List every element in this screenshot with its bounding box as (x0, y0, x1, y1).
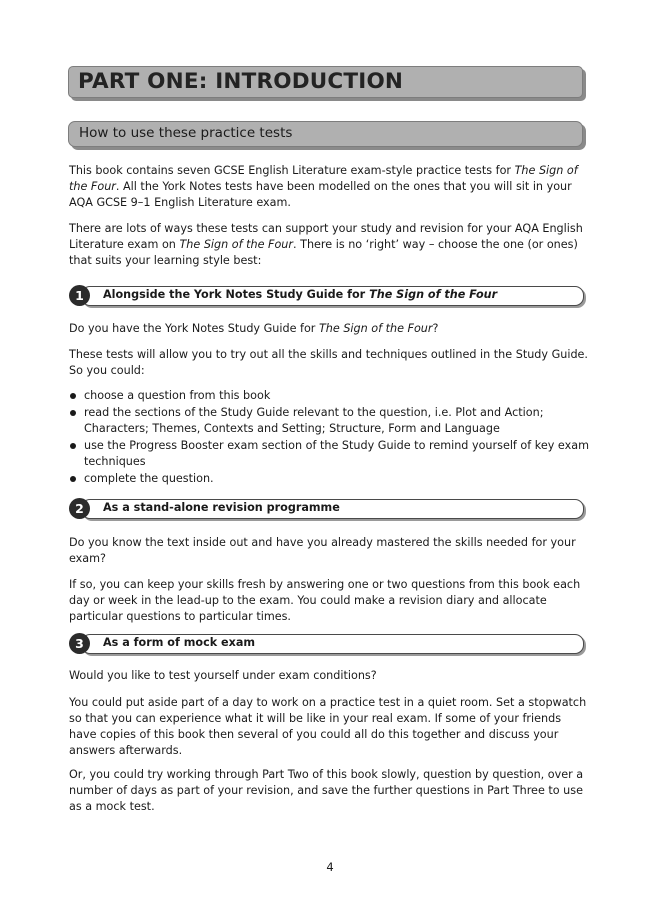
list-item: complete the question. (69, 471, 589, 487)
list-item: use the Progress Booster exam section of the Study Guide to remind yourself of key exam techniques (69, 438, 589, 470)
step-2-number: 2 (69, 498, 90, 519)
intro-paragraph-1: This book contains seven GCSE English Literature exam-style practice tests for The Sign of the Four. All the York Notes tests have been modelled on the ones that you will sit in your AQA GCSE 9–1 English Literature exam. (69, 164, 578, 209)
step-3-header (69, 633, 584, 654)
step-2-paragraph-2: If so, you can keep your skills fresh by answering one or two questions from this book each day or week in the lead-up to the exam. You could make a revision diary and allocate particular questions to particular times. (69, 578, 581, 623)
step-1-header (69, 285, 584, 306)
step-3-paragraph-3: Or, you could try working through Part Two of this book slowly, question by question, over a number of days as part of your revision, and save the further questions in Part Three to use as a mock test. (69, 768, 584, 813)
section-heading: How to use these practice tests (79, 125, 293, 141)
step-1-paragraph: These tests will allow you to try out all the skills and techniques outlined in the Study Guide. So you could: (69, 348, 588, 377)
step-1-number: 1 (69, 285, 90, 306)
step-3-label: As a form of mock exam (103, 636, 256, 649)
page-number: 4 (326, 860, 334, 874)
intro-paragraph-2: There are lots of ways these tests can support your study and revision for your AQA English Literature exam on The Sign of the Four. There is no ‘right’ way – choose the one (or ones) that suits your learning style best: (69, 222, 583, 267)
step-1-question: Do you have the York Notes Study Guide for The Sign of the Four? (69, 322, 439, 335)
step-3-paragraph-2: You could put aside part of a day to work on a practice test in a quiet room. Set a stopwatch so that you can experience what it will be like in your real exam. If some of your friends have copies of this book then several of you could all do this together and discuss your answers afterwards. (69, 696, 587, 757)
bullet-dot-icon (70, 410, 76, 416)
part-heading: PART ONE: INTRODUCTION (78, 69, 404, 94)
part-heading-banner (68, 66, 583, 98)
section-heading-banner (68, 121, 583, 147)
step-3-number: 3 (69, 633, 90, 654)
step-2-header (69, 498, 584, 519)
bullet-dot-icon (70, 443, 76, 449)
list-item: read the sections of the Study Guide relevant to the question, i.e. Plot and Action; Characters; Themes, Contexts and Setting; Structure, Form and Language (69, 405, 589, 437)
step-2-label: As a stand-alone revision programme (103, 501, 340, 514)
step-3-paragraph-1: Would you like to test yourself under exam conditions? (69, 669, 377, 682)
step-2-paragraph-1: Do you know the text inside out and have you already mastered the skills needed for your exam? (69, 536, 576, 565)
step-1-bullet-list (69, 388, 589, 488)
step-1-label: Alongside the York Notes Study Guide for The Sign of the Four (103, 288, 498, 301)
bullet-dot-icon (70, 476, 76, 482)
bullet-dot-icon (70, 393, 76, 399)
list-item: choose a question from this book (69, 388, 589, 404)
